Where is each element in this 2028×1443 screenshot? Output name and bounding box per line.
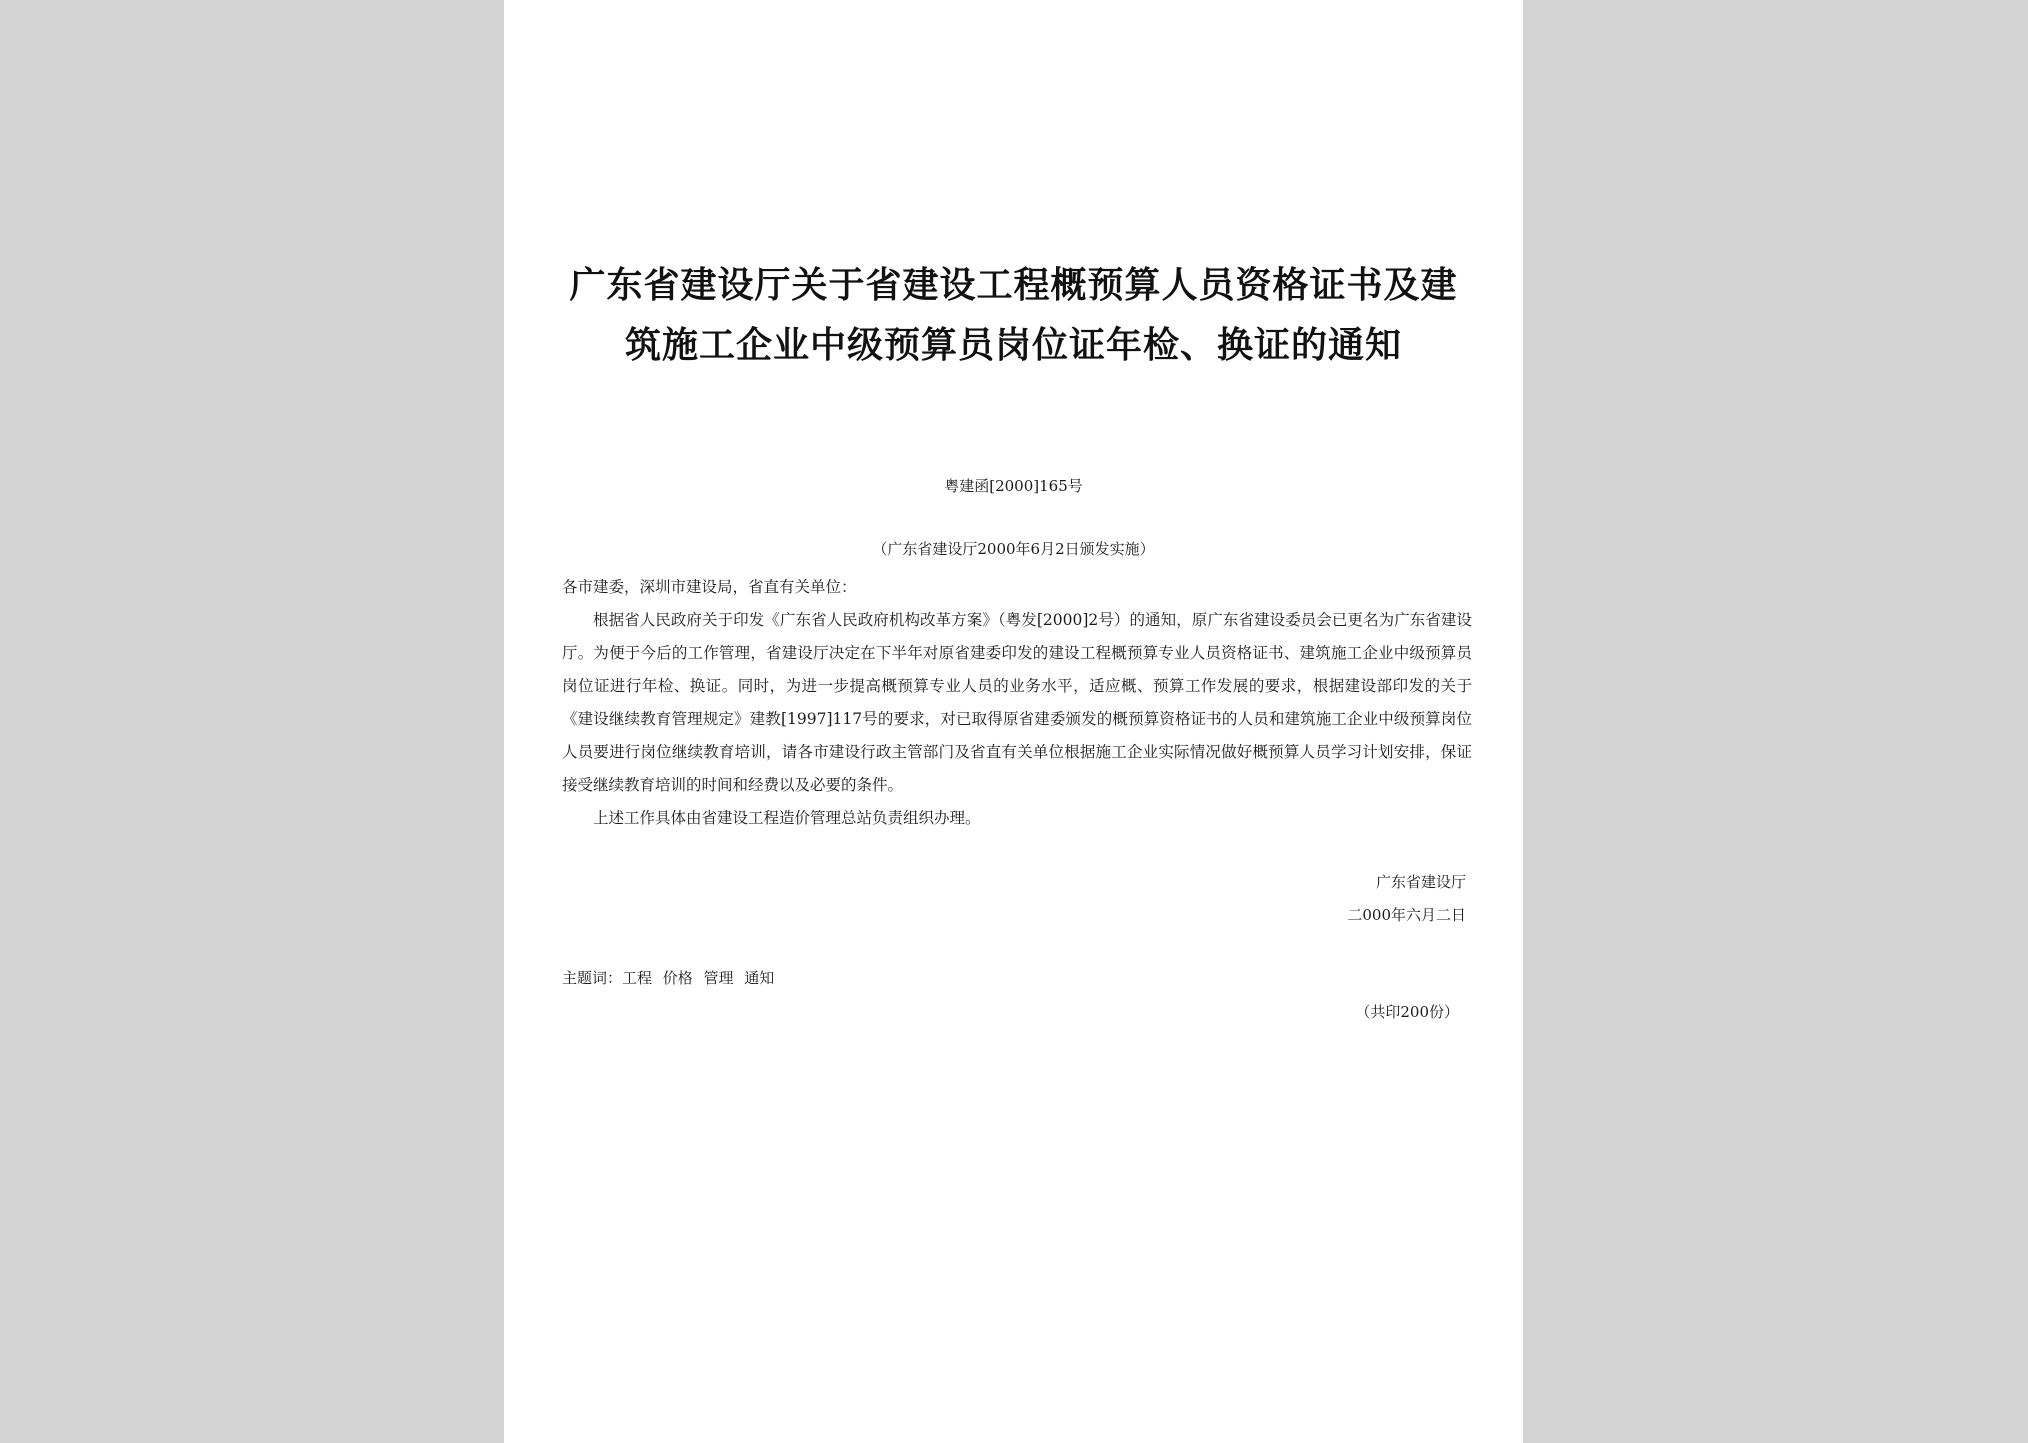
document-number: 粤建函[2000]165号 bbox=[944, 477, 1083, 495]
issue-note: （广东省建设厅2000年6月2日颁发实施） bbox=[872, 540, 1155, 558]
signature-block bbox=[1347, 866, 1466, 932]
title-line-2: 筑施工企业中级预算员岗位证年检、换证的通知 bbox=[624, 325, 1402, 366]
body-paragraph-1: 根据省人民政府关于印发《广东省人民政府机构改革方案》（粤发[2000]2号）的通知，原广东省建设委员会已更名为广东省建设厅。为便于今后的工作管理，省建设厅决定在下半年对原省建委印发的建设工程概预算专业人员资格证书、建筑施工企业中级预算员岗位证进行年检、换证。同时，为进一步提高概预算专业人员的业务水平，适应概、预算工作发展的要求，根据建设部印发的关于《建设继续教育管理规定》建教[1997]117号的要求，对已取得原省建委颁发的概预算资格证书的人员和建筑施工企业中级预算岗位人员要进行岗位继续教育培训，请各市建设行政主管部门及省直有关单位根据施工企业实际情况做好概预算人员学习计划安排，保证接受继续教育培训的时间和经费以及必要的条件。 bbox=[562, 611, 1472, 794]
signature-organization: 广东省建设厅 bbox=[1375, 873, 1466, 891]
addressee: 各市建委，深圳市建设局，省直有关单位： bbox=[562, 578, 857, 596]
subject-keywords: 主题词：工程 价格 管理 通知 bbox=[562, 969, 775, 987]
document-title bbox=[554, 256, 1473, 376]
signature-date: 二000年六月二日 bbox=[1347, 906, 1466, 924]
document-page bbox=[504, 0, 1523, 1443]
body-paragraph-2: 上述工作具体由省建设工程造价管理总站负责组织办理。 bbox=[593, 809, 981, 827]
title-line-1: 广东省建设厅关于省建设工程概预算人员资格证书及建 bbox=[569, 265, 1458, 306]
document-body bbox=[562, 571, 1472, 835]
print-count: （共印200份） bbox=[1355, 1003, 1459, 1021]
